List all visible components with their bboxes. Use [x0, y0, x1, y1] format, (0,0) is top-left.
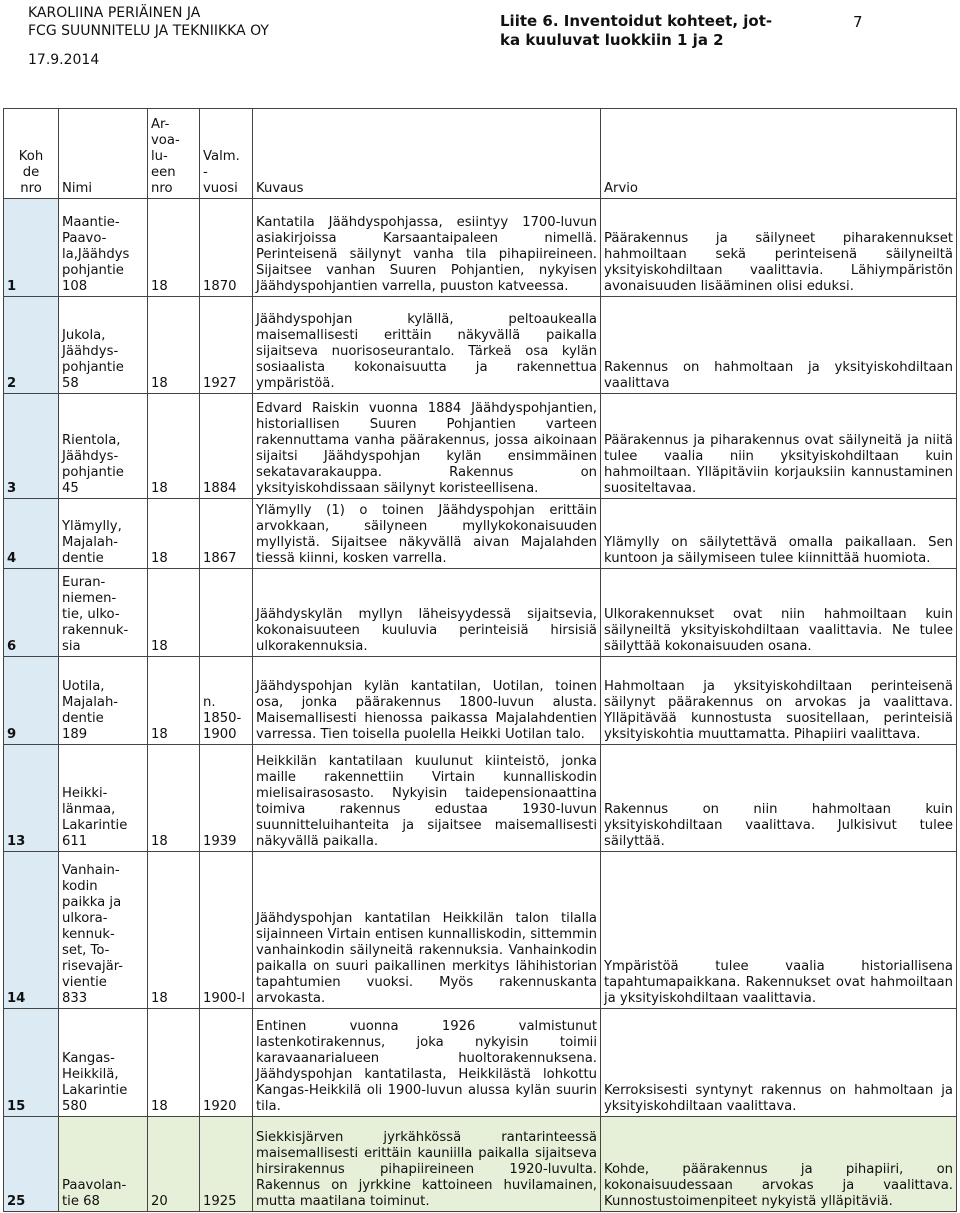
document-date: 17.9.2014: [28, 52, 100, 68]
cell-arvio: Päärakennus ja säilyneet piharakennukset hahmoiltaan sekä perinteisenä säilyneiltä yksityiskohdiltaan vaalittavia. Lähiympäristön avonaisuuden lisääminen olisi eduksi.: [601, 199, 957, 297]
table-row: [4, 499, 957, 569]
table-row: [4, 657, 957, 745]
cell-arvoalue-nro: 18: [148, 745, 200, 852]
inventory-table: [3, 108, 957, 1212]
col-header-nimi: Nimi: [59, 109, 148, 199]
cell-kuvaus: Siekkisjärven jyrkähkössä rantarinteessä maisemallisesti erittäin kauniilla paikalla sijaitseva hirsirakennus pihapiireineen 1920-luvulta. Rakennus on jyrkkine kattoineen huvilamainen, mutta maatilana toiminut.: [253, 1117, 601, 1212]
cell-nimi: Uotila, Majalah- dentie 189: [59, 657, 148, 745]
table-body: [4, 199, 957, 1212]
cell-arvio: Rakennus on hahmoltaan ja yksityiskohdiltaan vaalittava: [601, 297, 957, 394]
cell-nimi: Heikki- länmaa, Lakarintie 611: [59, 745, 148, 852]
cell-valmistumisvuosi: n. 1850- 1900: [200, 657, 253, 745]
table-row: [4, 852, 957, 1009]
cell-kohde-nro: 3: [4, 394, 59, 499]
col-header-arvio: Arvio: [601, 109, 957, 199]
cell-nimi: Euran- niemen- tie, ulko- rakennuk- sia: [59, 569, 148, 657]
cell-arvoalue-nro: 18: [148, 499, 200, 569]
cell-kuvaus: Entinen vuonna 1926 valmistunut lastenkotirakennus, joka nykyisin toimii karavaanarialueen huoltorakennuksena. Jäähdyspohjan kantatilasta, Heikkilästä lohkottu Kangas-Heikkilä oli 1900-luvun alussa kylän suurin tila.: [253, 1009, 601, 1117]
cell-arvio: Kohde, päärakennus ja pihapiiri, on kokonaisuudessaan arvokas ja vaalittava. Kunnostustoimenpiteet nykyistä ylläpitäviä.: [601, 1117, 957, 1212]
table-row: [4, 1117, 957, 1212]
cell-valmistumisvuosi: 1939: [200, 745, 253, 852]
cell-kohde-nro: 15: [4, 1009, 59, 1117]
cell-kuvaus: Ylämylly (1) o toinen Jäähdyspohjan erittäin arvokkaan, säilyneen myllykokonaisuuden myllyistä. Sijaitsee näkyvällä aivan Majalahden tiessä kiinni, kosken varrella.: [253, 499, 601, 569]
appendix-title-line1: Liite 6. Inventoidut kohteet, jot-: [500, 12, 773, 30]
cell-nimi: Kangas- Heikkilä, Lakarintie 580: [59, 1009, 148, 1117]
cell-arvoalue-nro: 20: [148, 1117, 200, 1212]
cell-valmistumisvuosi: 1927: [200, 297, 253, 394]
col-header-arvo: Ar- voa- lu- een nro: [148, 109, 200, 199]
table-header-row: [4, 109, 957, 199]
cell-kuvaus: Heikkilän kantatilaan kuulunut kiinteistö, jonka maille rakennettiin Virtain kunnalliskodin mielisairasosasto. Nykyisin taidepensionaattina toimiva rakennus edustaa 1930-luvun suunnitteluihanteita ja sijaitsee maisemallisesti näkyvällä paikalla.: [253, 745, 601, 852]
col-header-kuvaus: Kuvaus: [253, 109, 601, 199]
cell-kohde-nro: 1: [4, 199, 59, 297]
cell-kohde-nro: 13: [4, 745, 59, 852]
cell-kohde-nro: 14: [4, 852, 59, 1009]
cell-arvoalue-nro: 18: [148, 569, 200, 657]
cell-nimi: Rientola, Jäähdys- pohjantie 45: [59, 394, 148, 499]
cell-nimi: Maantie- Paavo- la,Jäähdys pohjantie 108: [59, 199, 148, 297]
cell-kohde-nro: 4: [4, 499, 59, 569]
cell-kohde-nro: 2: [4, 297, 59, 394]
cell-kuvaus: Edvard Raiskin vuonna 1884 Jäähdyspohjantien, historiallisen Suuren Pohjantien varteen rakennuttama vanha päärakennus, jossa aikoinaan sijaitsi Jäähdyspohjan kylän ensimmäinen sekatavarakauppa. Rakennus on yksityiskohdissaan säilynyt koristeellisena.: [253, 394, 601, 499]
cell-arvio: Päärakennus ja piharakennus ovat säilyneitä ja niitä tulee vaalia niin yksityiskohdiltaan kuin hahmoiltaan. Ylläpitäviin korjauksiin kannustaminen suositeltavaa.: [601, 394, 957, 499]
author-line: KAROLIINA PERIÄINEN JA: [28, 5, 201, 21]
cell-arvoalue-nro: 18: [148, 1009, 200, 1117]
cell-valmistumisvuosi: 1870: [200, 199, 253, 297]
appendix-title: [500, 12, 772, 50]
cell-arvio: Ympäristöä tulee vaalia historiallisena tapahtumapaikkana. Rakennukset ovat hahmoiltaan ja yksityiskohdiltaan vaalittavia.: [601, 852, 957, 1009]
cell-arvoalue-nro: 18: [148, 394, 200, 499]
table-row: [4, 199, 957, 297]
cell-nimi: Vanhain- kodin paikka ja ulkora- kennuk- set, To- risevajär- vientie 833: [59, 852, 148, 1009]
table-row: [4, 394, 957, 499]
cell-arvoalue-nro: 18: [148, 852, 200, 1009]
cell-kuvaus: Kantatila Jäähdyspohjassa, esiintyy 1700-luvun asiakirjoissa Karsaantaipaleen nimellä. Perinteisenä säilynyt vanha tila pihapiireineen. Sijaitsee vanhan Suuren Pohjantien, nykyisen Jäähdyspohjantien varrella, puuston katveessa.: [253, 199, 601, 297]
cell-kuvaus: Jäähdyspohjan kylän kantatilan, Uotilan, toinen osa, jonka päärakennus 1800-luvun alusta. Maisemallisesti hienossa paikassa Majalahdentien varressa. Tien toisella puolella Heikki Uotilan talo.: [253, 657, 601, 745]
cell-valmistumisvuosi: [200, 569, 253, 657]
cell-kohde-nro: 6: [4, 569, 59, 657]
cell-arvoalue-nro: 18: [148, 297, 200, 394]
cell-arvio: Rakennus on niin hahmoltaan kuin yksityiskohdiltaan vaalittava. Julkisivut tulee säilyttää.: [601, 745, 957, 852]
cell-kohde-nro: 25: [4, 1117, 59, 1212]
cell-arvio: Hahmoltaan ja yksityiskohdiltaan perinteisenä säilynyt päärakennus on arvokas ja vaalittava. Ylläpitävää kunnostusta suositellaan, perinteisiä yksityiskohtia muuttamatta. Pihapiiri vaalittava.: [601, 657, 957, 745]
col-header-valm: Valm. - vuosi: [200, 109, 253, 199]
cell-arvio: Ylämylly on säilytettävä omalla paikallaan. Sen kuntoon ja säilymiseen tulee kiinnittää huomiota.: [601, 499, 957, 569]
table-row: [4, 1009, 957, 1117]
cell-kuvaus: Jäähdyskylän myllyn läheisyydessä sijaitsevia, kokonaisuuteen kuuluvia perinteisiä hirsisiä ulkorakennuksia.: [253, 569, 601, 657]
cell-arvoalue-nro: 18: [148, 199, 200, 297]
col-header-kohde: Koh de nro: [4, 109, 59, 199]
table-row: [4, 297, 957, 394]
cell-arvio: Ulkorakennukset ovat niin hahmoiltaan kuin säilyneiltä yksityiskohdiltaan vaalittavia. Ne tulee säilyttää kokonaisuuden osana.: [601, 569, 957, 657]
appendix-title-line2: ka kuuluvat luokkiin 1 ja 2: [500, 31, 724, 49]
cell-valmistumisvuosi: 1867: [200, 499, 253, 569]
cell-nimi: Jukola, Jäähdys- pohjantie 58: [59, 297, 148, 394]
cell-kohde-nro: 9: [4, 657, 59, 745]
cell-valmistumisvuosi: 1900-l: [200, 852, 253, 1009]
cell-valmistumisvuosi: 1884: [200, 394, 253, 499]
cell-valmistumisvuosi: 1920: [200, 1009, 253, 1117]
cell-nimi: Ylämylly, Majalah- dentie: [59, 499, 148, 569]
page-number: 7: [853, 13, 863, 31]
company-line: FCG SUUNNITELU JA TEKNIIKKA OY: [28, 23, 269, 39]
cell-kuvaus: Jäähdyspohjan kylällä, peltoaukealla maisemallisesti erittäin näkyvällä paikalla sijaitseva nuorisoseurantalo. Tärkeä osa kylän sosiaalista kokonaisuutta ja rakennettua ympäristöä.: [253, 297, 601, 394]
table-row: [4, 745, 957, 852]
cell-valmistumisvuosi: 1925: [200, 1117, 253, 1212]
cell-arvoalue-nro: 18: [148, 657, 200, 745]
cell-kuvaus: Jäähdyspohjan kantatilan Heikkilän talon tilalla sijainneen Virtain entisen kunnalliskodin, sittemmin vanhainkodin säilyneitä rakennuksia. Vanhainkodin paikalla on suuri paikallinen merkitys lähihistorian tapahtumien vuoksi. Myös rakennuskanta arvokasta.: [253, 852, 601, 1009]
cell-arvio: Kerroksisesti syntynyt rakennus on hahmoltaan ja yksityiskohdiltaan vaalittava.: [601, 1009, 957, 1117]
cell-nimi: Paavolan- tie 68: [59, 1117, 148, 1212]
document-header-left: [28, 4, 269, 40]
table-row: [4, 569, 957, 657]
